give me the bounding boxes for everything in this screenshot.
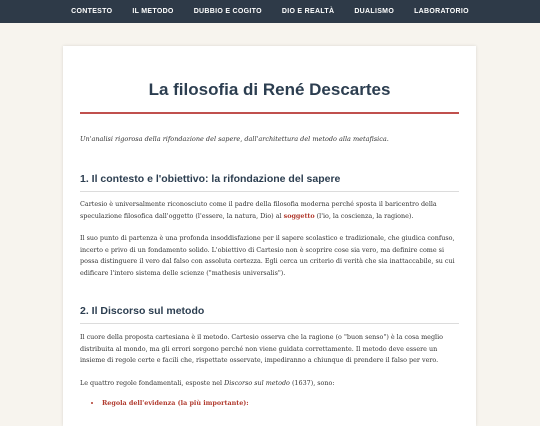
content-card (63, 46, 476, 426)
paragraph-metodo-1: Il cuore della proposta cartesiana è il metodo. Cartesio osserva che la ragione (o "buon senso") è la cosa meglio distribuita al mondo, ma gli errori sorgono perché non viene guidata correttamente. Il metodo deve essere un insieme di regole certe e facili che, rispettate osservate, impediranno a chiunque di prendere il falso per vero. (80, 333, 443, 364)
paragraph-text: (1637), sono: (289, 379, 335, 387)
paragraph-contesto-1 (80, 199, 459, 222)
nav-link-dio-e-realta[interactable]: DIO E REALTÀ (281, 8, 335, 15)
book-title: Discorso sul metodo (224, 379, 290, 387)
rules-list (80, 399, 249, 407)
section-heading-metodo: 2. Il Discorso sul metodo (80, 305, 205, 317)
paragraph-text: (l'io, la coscienza, la ragione). (314, 211, 414, 220)
keyword-soggetto: soggetto (283, 211, 315, 220)
nav-link-contesto[interactable]: CONTESTO (71, 8, 113, 15)
nav-link-dualismo[interactable]: DUALISMO (354, 8, 395, 15)
paragraph-contesto-2: Il suo punto di partenza è una profonda insoddisfazione per il sapere scolastico e tradizionale, che giudica confuso, incerto e privo di un fondamento solido. L'obiettivo di Cartesio non è scoprire cose sia vero, ma definire come si possa distinguere il vero dal falso con assoluta certezza. Egli cerca un criterio di verità che sia inattaccabile, su cui edificare l'intero sistema delle scienze ("mathesis universalis"). (80, 234, 455, 277)
nav-link-il-metodo[interactable]: IL METODO (132, 8, 174, 15)
list-item: • Regola dell'evidenza (la più importante): (102, 399, 249, 407)
nav-link-laboratorio[interactable]: LABORATORIO (414, 8, 469, 15)
section-divider (80, 191, 459, 192)
paragraph-metodo-2 (80, 378, 459, 390)
paragraph-text: Le quattro regole fondamentali, esposte nel (80, 379, 225, 387)
page-title: La filosofia di René Descartes (148, 80, 391, 99)
section-heading-contesto: 1. Il contesto e l'obiettivo: la rifondazione del sapere (80, 173, 341, 185)
top-navigation (0, 0, 540, 23)
paragraph-text: Cartesio è universalmente riconosciuto come il padre della filosofia moderna perché sposta il baricentro della speculazione filosofica dall'oggetto (l'essere, la natura, Dio) al (80, 200, 437, 220)
section-divider (80, 323, 459, 324)
intro-text: Un'analisi rigorosa della rifondazione del sapere, dall'architettura del metodo alla metafisica. (80, 135, 389, 143)
nav-link-dubbio-e-cogito[interactable]: DUBBIO E COGITO (193, 8, 262, 15)
title-divider (80, 112, 459, 114)
